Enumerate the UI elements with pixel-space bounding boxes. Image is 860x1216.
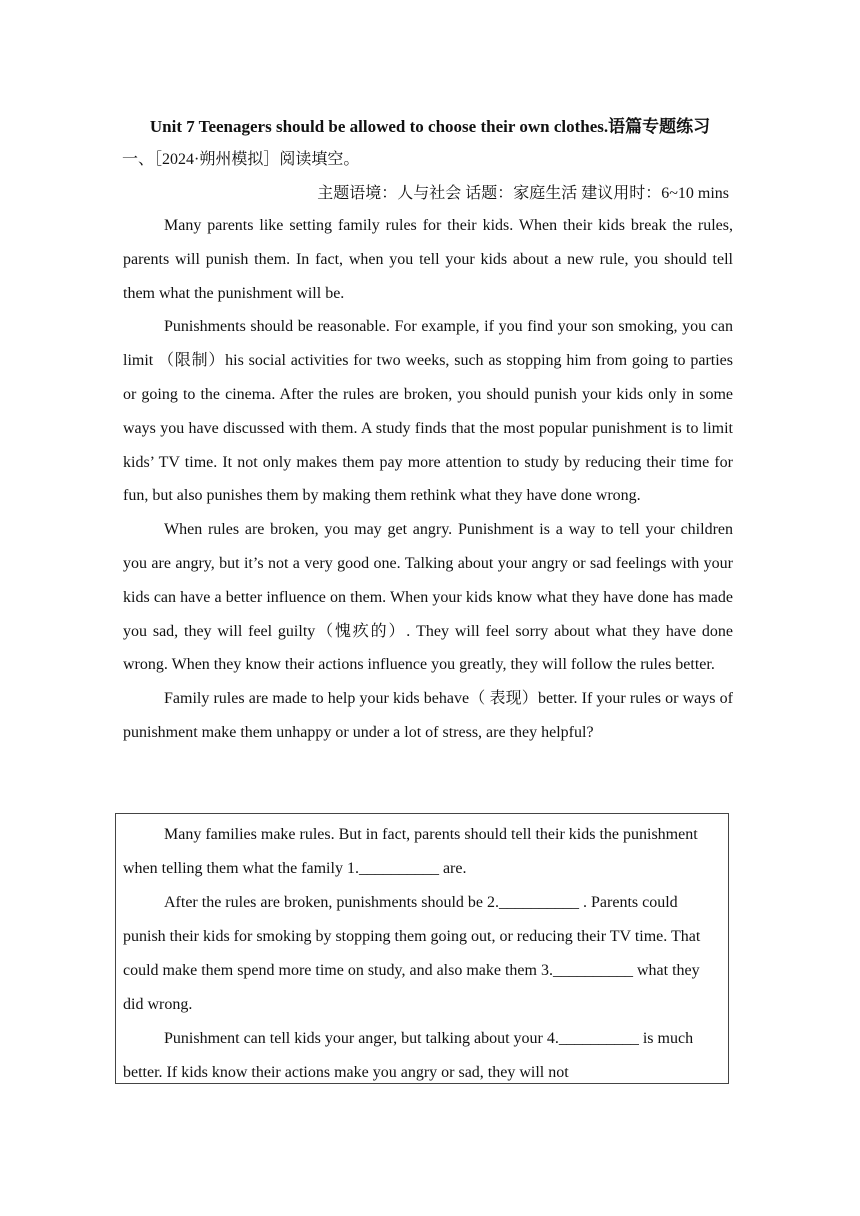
passage-paragraph: Many parents like setting family rules for their kids. When their kids break the rules, parents will punish them. In fact, when you tell your kids about a new rule, you should tell them what the punishment will be.	[123, 217, 733, 302]
passage-paragraph: Family rules are made to help your kids behave（ 表现）better. If your rules or ways of punishment make them unhappy or under a lot of stress, are they helpful?	[123, 690, 733, 741]
reading-passage	[123, 209, 733, 750]
passage-paragraph: Punishments should be reasonable. For example, if you find your son smoking, you can limit （限制）his social activities for two weeks, such as stopping him from going to parties or going to the cinema. After the rules are broken, you should punish your kids only in some ways you have discussed with them. A study finds that the most popular punishment is to limit kids’ TV time. It not only makes them pay more attention to study by reducing their time for fun, but also punishes them by making them rethink what they have done wrong.	[123, 318, 733, 505]
topic-meta-line: 主题语境：人与社会 话题：家庭生活 建议用时：6~10 mins	[317, 185, 729, 202]
summary-box	[115, 813, 729, 1084]
passage-paragraph: When rules are broken, you may get angry. Punishment is a way to tell your children you are angry, but it’s not a very good one. Talking about your angry or sad feelings with your kids can have a better influence on them. When your kids know what they have done has made you sad, they will feel guilty（愧疚的）. They will feel sorry about what they have done wrong. When they know their actions influence you greatly, they will follow the rules better.	[123, 521, 733, 674]
page-title: Unit 7 Teenagers should be allowed to choose their own clothes.语篇专题练习	[149, 117, 711, 136]
summary-text	[123, 818, 721, 1090]
summary-paragraph: Punishment can tell kids your anger, but talking about your 4.__________ is much better. If kids know their actions make you angry or sad, they will not	[123, 1030, 694, 1081]
section-heading: 一、［2024·朔州模拟］阅读填空。	[122, 151, 360, 168]
summary-paragraph: After the rules are broken, punishments should be 2.__________ . Parents could punish their kids for smoking by stopping them going out, or reducing their TV time. That could make them spend more time on study, and also make them 3.__________ what they did wrong.	[123, 894, 701, 1013]
summary-paragraph: Many families make rules. But in fact, parents should tell their kids the punishment when telling them what the family 1.__________ are.	[123, 826, 698, 877]
